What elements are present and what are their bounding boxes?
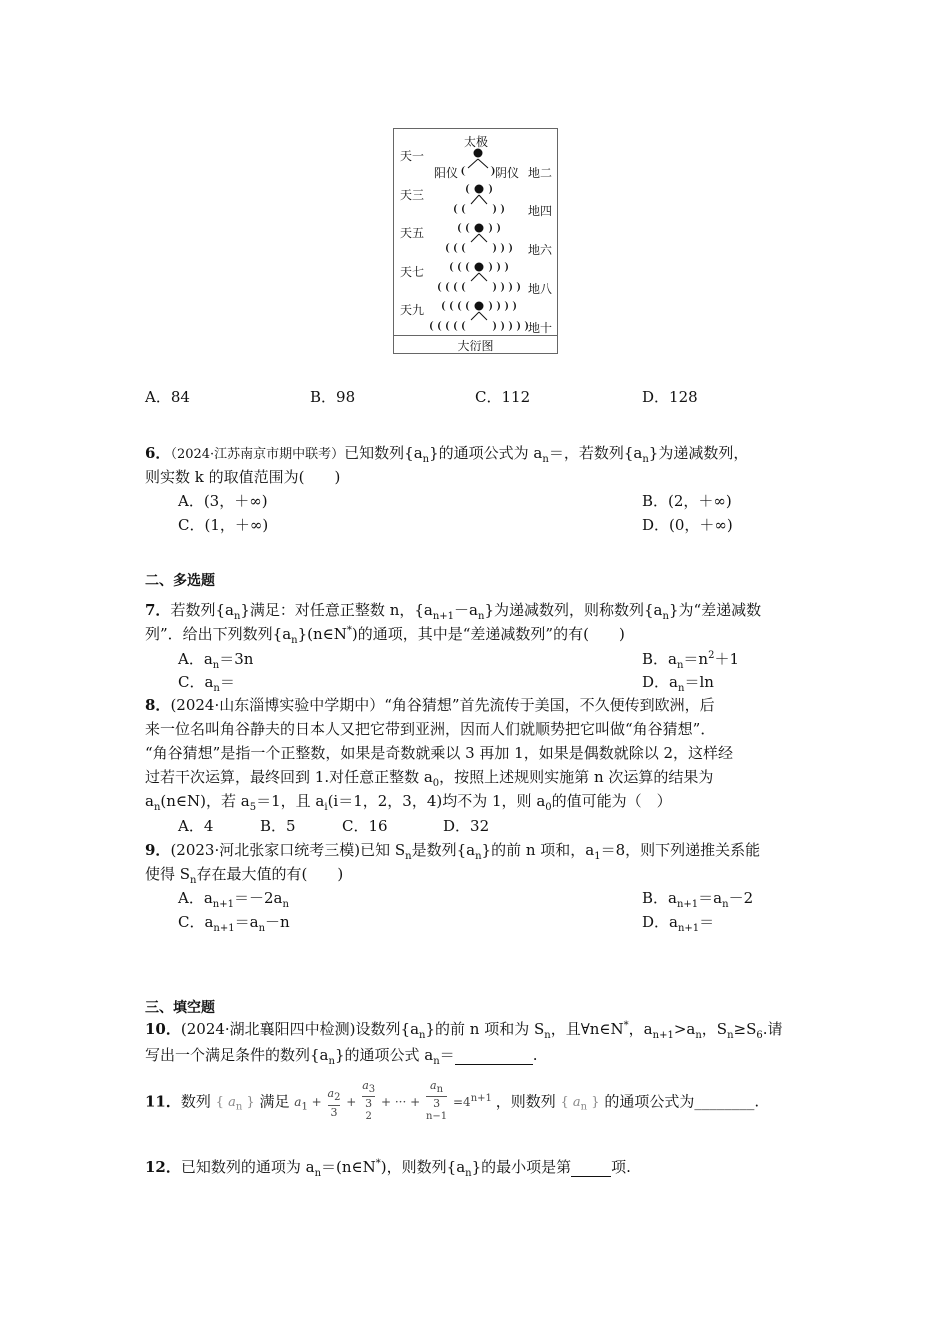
figure-right-label-2: 地二	[528, 166, 553, 180]
q11-line: 11．数列 { $a_n$ } 满足 $a_1$ + $\frac{a_2}{3}$ + $a_3$ 3 $^2$ + ··· + $a_n$ 3 $^{n-1}$ $=4^{n+1}$ ，则数列 { $a_n$ } 的通项公式为________.	[145, 1079, 825, 1119]
q8-line-5: $a_n(n\in N)$，若 $a_5=1$，且 $a_i(i=1$，2，3，4)均不为 1，则 $a_0$的值可能为（ ）	[145, 792, 672, 813]
q10-line-1: 10．(2024·湖北襄阳四中检测)设数列$\{a_n\}$的前 n 项和为 $S_n$，且∀n∈N*，$a_{n+1}>a_n$，$S_n\ge S_6$.请	[145, 1020, 783, 1041]
q11-frac-1: $\frac{a_2}{3}$	[327, 1087, 341, 1119]
q12-answer-blank[interactable]	[571, 1158, 611, 1177]
q6-option-c: C．(1，＋∞)	[178, 516, 269, 534]
q7-option-d: D．$a_n=\ln$	[642, 673, 714, 694]
dot-center-2	[475, 185, 484, 194]
branch-arrow-2	[471, 195, 487, 204]
q10-line-2: 写出一个满足条件的数列$\{a_n\}$的通项公式 $a_n=$ .	[145, 1046, 538, 1067]
q6-option-a: A．(3，＋∞)	[178, 492, 268, 510]
q6-number: 6．	[145, 444, 171, 462]
q8-line-3: “角谷猜想”是指一个正整数，如果是奇数就乘以 3 再加 1，如果是偶数就除以 2，这样经	[145, 744, 734, 762]
q11-answer-blank[interactable]: ________.	[694, 1092, 760, 1111]
figure-left-label-5: 天五	[400, 226, 425, 240]
branch-arrow-1	[468, 159, 488, 168]
q11-seq-a-n-2: { $a_n$ }	[560, 1095, 600, 1114]
figure-left-label-9: 天九	[400, 303, 425, 317]
figure-right-label-6: 地六	[528, 243, 553, 257]
q6-option-d: D．(0，＋∞)	[642, 516, 733, 534]
q11-formula: $a_1$ + $\frac{a_2}{3}$ + $a_3$ 3 $^2$ + ··· + $a_n$ 3 $^{n-1}$ $=4^{n+1}$	[294, 1095, 495, 1109]
q8-option-b: B．5	[260, 817, 296, 835]
section-fill-blank-title: 三、填空题	[145, 1000, 215, 1016]
q7-option-b: B．$a_n=n^2+1$	[642, 650, 740, 671]
q9-option-c: C．$a_{n+1}=a_n-n$	[178, 913, 290, 934]
q9-option-d: D．$a_{n+1}=$	[642, 913, 715, 934]
q10-number: 10．	[145, 1020, 181, 1038]
figure-mid-right: 阴仪	[495, 166, 520, 180]
q9-option-a: A．$a_{n+1}=-2a_n$	[178, 889, 289, 910]
q9-line-1: 9．(2023·河北张家口统考三模)已知 $S_n$是数列$\{a_n\}$的前 n 项和，$a_1=8$，则下列递推关系能	[145, 841, 761, 862]
q5-option-b: B．98	[310, 388, 356, 406]
figure-left-label-7: 天七	[400, 265, 425, 279]
q7-number: 7．	[145, 601, 171, 619]
q11-seq-a-n-1: { $a_n$ }	[215, 1095, 255, 1114]
dayan-figure	[393, 128, 558, 354]
figure-caption-divider	[394, 335, 557, 336]
q11-frac-n: $a_n$ 3 $^{n-1}$	[425, 1079, 448, 1123]
figure-caption: 大衍图	[457, 339, 494, 353]
q7-line-1: 7．若数列$\{a_n\}$满足：对任意正整数 n，$\{a_{n+1}-a_n\}$为递减数列，则称数列$\{a_n\}$为“差递减数	[145, 601, 762, 622]
q7-option-c: C．$a_n=$	[178, 673, 235, 694]
figure-top-label: 太极	[464, 135, 489, 149]
q11-number: 11．	[145, 1092, 181, 1111]
q8-option-a: A．4	[178, 817, 214, 835]
half-left-1	[462, 166, 467, 176]
half-left-2	[466, 184, 470, 194]
figure-left-label-1: 天一	[400, 149, 425, 163]
q8-number: 8．	[145, 696, 171, 714]
q9-option-b: B．$a_{n+1}=a_n-2$	[642, 889, 754, 910]
q9-line-2: 使得 $S_n$存在最大值的有( )	[145, 865, 344, 886]
q6-source: （2024·江苏南京市期中联考）	[170, 447, 345, 462]
q7-option-a: A．$a_n=3n$	[178, 650, 254, 671]
q8-line-2: 来一位名叫角谷静夫的日本人又把它带到亚洲，因而人们就顺势把它叫做“角谷猜想”．	[145, 720, 716, 738]
q10-answer-blank[interactable]	[455, 1046, 533, 1065]
q5-option-d: D．128	[642, 388, 698, 406]
q8-line-4: 过若干次运算，最终回到 1.对任意正整数 $a_0$，按照上述规则实施第 n 次运算的结果为	[145, 768, 714, 789]
q6-line-2: 则实数 k 的取值范围为( )	[145, 468, 341, 486]
q5-option-a: A．84	[145, 388, 190, 406]
q7-line-2: 列”．给出下列数列$\{a_n\}(n\in N^*)$的通项，其中是“差递减数列”的有( )	[145, 625, 625, 646]
figure-right-label-8: 地八	[528, 282, 553, 296]
q12-number: 12．	[145, 1158, 181, 1176]
q8-option-c: C．16	[342, 817, 388, 835]
q6-line-1: 6．（2024·江苏南京市期中联考）已知数列$\{a_n\}$的通项公式为 $a_n=$，若数列$\{a_n\}$为递减数列，	[145, 444, 749, 465]
figure-right-label-4: 地四	[528, 204, 553, 218]
q11-frac-2: $a_3$ 3 $^2$	[362, 1079, 376, 1123]
half-right-1	[490, 166, 495, 176]
figure-left-label-3: 天三	[400, 188, 425, 202]
figure-mid-left: 阳仪	[434, 166, 459, 180]
q8-option-d: D．32	[443, 817, 490, 835]
q12-line: 12．已知数列的通项为 $a_n=(n\in N^*)$，则数列$\{a_n\}$的最小项是第 项.	[145, 1158, 631, 1179]
section-multiple-choice-title: 二、多选题	[145, 573, 215, 589]
q8-line-1: 8．(2024·山东淄博实验中学期中）“角谷猜想”首先流传于美国，不久便传到欧洲，后	[145, 696, 715, 714]
half-right-2	[488, 184, 492, 194]
q6-option-b: B．(2，＋∞)	[642, 492, 732, 510]
q9-number: 9．	[145, 841, 171, 859]
figure-right-label-10: 地十	[528, 321, 553, 335]
q5-option-c: C．112	[475, 388, 531, 406]
